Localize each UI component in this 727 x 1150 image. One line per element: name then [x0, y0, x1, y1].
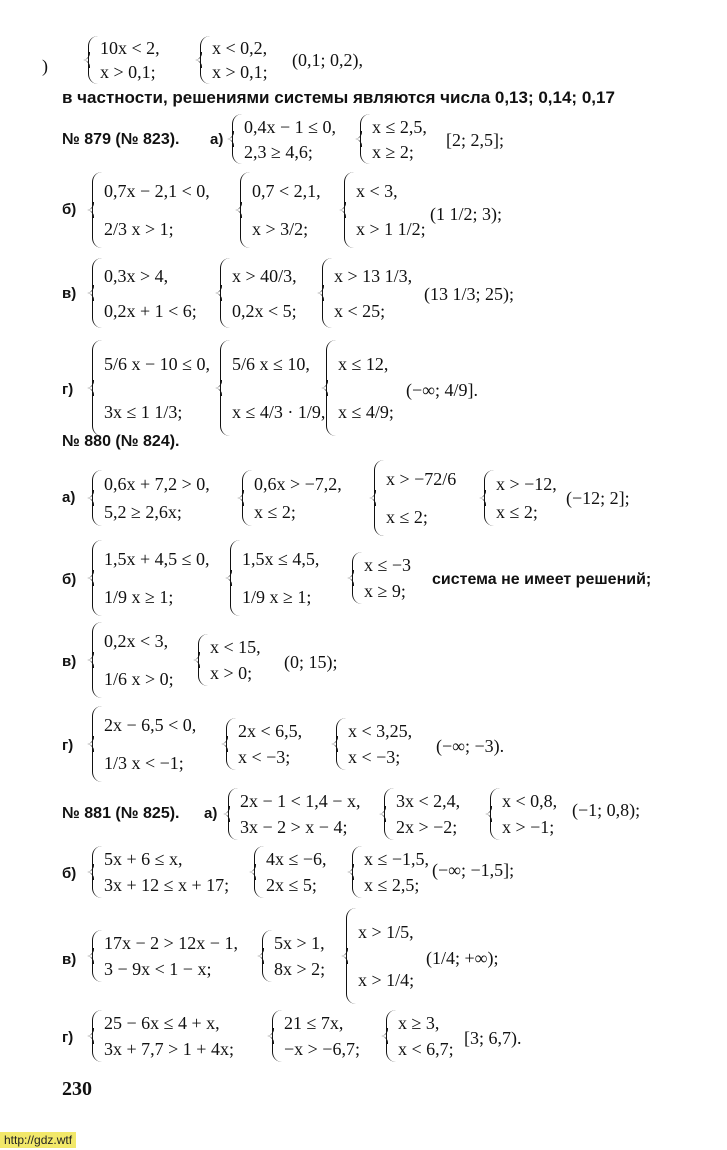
p879-g-system-2: 5/6 x ≤ 10, x ≤ 4/3 · 1/9,	[220, 340, 325, 436]
p881-g-system-3: x ≥ 3, x < 6,7;	[386, 1010, 454, 1062]
p879-b-label: б)	[62, 201, 77, 218]
p880-g-label: г)	[62, 737, 74, 754]
p881-a-system-3: x < 0,8, x > −1;	[490, 788, 557, 840]
p880-a-system-2: 0,6x > −7,2, x ≤ 2;	[242, 470, 342, 526]
p880-v-system-1: 0,2x < 3, 1/6 x > 0;	[92, 622, 174, 698]
p881-a-answer: (−1; 0,8);	[572, 800, 641, 820]
p879-v-answer: (13 1/3; 25);	[424, 284, 514, 304]
p879-b-system-3: x < 3, x > 1 1/2;	[344, 172, 426, 248]
p881-v-label: в)	[62, 951, 77, 968]
p881-g-answer: [3; 6,7).	[464, 1028, 522, 1048]
p880-g-system-2: 2x < 6,5, x < −3;	[226, 718, 302, 770]
p881-b-system-2: 4x ≤ −6, 2x ≤ 5;	[254, 846, 327, 898]
problem-881-header: № 881 (№ 825).	[62, 805, 180, 822]
p881-v-system-3: x > 1/5, x > 1/4;	[346, 908, 414, 1004]
p881-v-system-2: 5x > 1, 8x > 2;	[262, 930, 325, 982]
p880-b-label: б)	[62, 571, 77, 588]
p880-v-label: в)	[62, 653, 77, 670]
p879-a-label: а)	[210, 131, 224, 148]
p879-g-label: г)	[62, 381, 74, 398]
p879-b-system-2: 0,7 < 2,1, x > 3/2;	[240, 172, 321, 248]
top-system-2: x < 0,2, x > 0,1;	[200, 36, 268, 84]
p881-a-system-2: 3x < 2,4, 2x > −2;	[384, 788, 460, 840]
top-system-1: 10x < 2, x > 0,1;	[88, 36, 160, 84]
p879-v-system-2: x > 40/3, 0,2x < 5;	[220, 258, 297, 328]
p880-a-answer: (−12; 2];	[566, 488, 630, 508]
p880-v-system-2: x < 15, x > 0;	[198, 634, 261, 686]
page-number: 230	[62, 1078, 92, 1100]
p879-b-system-1: 0,7x − 2,1 < 0, 2/3 x > 1;	[92, 172, 210, 248]
p881-b-answer: (−∞; −1,5];	[432, 860, 515, 880]
p881-b-label: б)	[62, 865, 77, 882]
p879-a-system-1: 0,4x − 1 ≤ 0, 2,3 ≥ 4,6;	[232, 114, 336, 164]
footer-link[interactable]: http://gdz.wtf	[0, 1132, 76, 1148]
p880-a-system-1: 0,6x + 7,2 > 0, 5,2 ≥ 2,6x;	[92, 470, 210, 526]
p879-a-answer: [2; 2,5];	[446, 130, 504, 150]
top-note: в частности, решениями системы являются числа 0,13; 0,14; 0,17	[62, 88, 615, 107]
p880-b-system-3: x ≤ −3 x ≥ 9;	[352, 552, 411, 604]
p881-b-system-1: 5x + 6 ≤ x, 3x + 12 ≤ x + 17;	[92, 846, 229, 898]
p881-g-system-1: 25 − 6x ≤ 4 + x, 3x + 7,7 > 1 + 4x;	[92, 1010, 234, 1062]
p880-g-system-3: x < 3,25, x < −3;	[336, 718, 412, 770]
top-answer: (0,1; 0,2),	[292, 50, 363, 70]
p880-a-system-4: x > −12, x ≤ 2;	[484, 470, 557, 526]
p879-a-system-2: x ≤ 2,5, x ≥ 2;	[360, 114, 427, 164]
p880-b-answer: система не имеет решений;	[432, 571, 652, 588]
p879-b-answer: (1 1/2; 3);	[430, 204, 502, 224]
top-bullet: )	[42, 56, 48, 76]
p881-a-system-1: 2x − 1 < 1,4 − x, 3x − 2 > x − 4;	[228, 788, 360, 840]
p880-a-label: а)	[62, 489, 76, 506]
p880-b-system-2: 1,5x ≤ 4,5, 1/9 x ≥ 1;	[230, 540, 319, 616]
p880-g-answer: (−∞; −3).	[436, 736, 505, 756]
p881-v-answer: (1/4; +∞);	[426, 948, 499, 968]
p879-g-system-3: x ≤ 12, x ≤ 4/9;	[326, 340, 394, 436]
p881-b-system-3: x ≤ −1,5, x ≤ 2,5;	[352, 846, 429, 898]
p879-g-answer: (−∞; 4/9].	[406, 380, 478, 400]
p880-a-system-3: x > −72/6 x ≤ 2;	[374, 460, 456, 536]
p880-v-answer: (0; 15);	[284, 652, 338, 672]
p881-v-system-1: 17x − 2 > 12x − 1, 3 − 9x < 1 − x;	[92, 930, 238, 982]
p881-g-system-2: 21 ≤ 7x, −x > −6,7;	[272, 1010, 360, 1062]
p879-g-system-1: 5/6 x − 10 ≤ 0, 3x ≤ 1 1/3;	[92, 340, 210, 436]
p880-b-system-1: 1,5x + 4,5 ≤ 0, 1/9 x ≥ 1;	[92, 540, 210, 616]
problem-879-header: № 879 (№ 823).	[62, 131, 180, 148]
p879-v-label: в)	[62, 285, 77, 302]
p880-g-system-1: 2x − 6,5 < 0, 1/3 x < −1;	[92, 706, 196, 782]
p879-v-system-3: x > 13 1/3, x < 25;	[322, 258, 412, 328]
p881-a-label: а)	[204, 805, 218, 822]
problem-880-header: № 880 (№ 824).	[62, 433, 180, 450]
p879-v-system-1: 0,3x > 4, 0,2x + 1 < 6;	[92, 258, 197, 328]
p881-g-label: г)	[62, 1029, 74, 1046]
